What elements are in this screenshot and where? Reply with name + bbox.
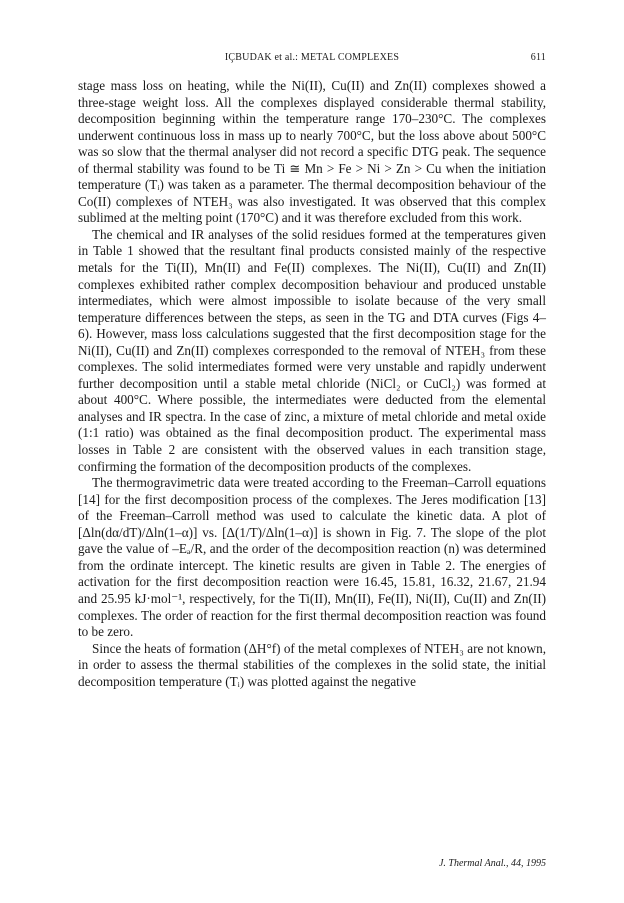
paragraph-continuation: stage mass loss on heating, while the Ni(II), Cu(II) and Zn(II) complexes showed a three-stage weight loss. All the complexes displayed considerable thermal stability, decomposition beginning within the temperature range 170–230°C. The complexes underwent continuous loss in mass up to nearly 700°C, but the loss above about 500°C was so slow that the thermal analyser did not record a specific DTG peak. The sequence of thermal stability was found to be Ti ≅ Mn > Fe > Ni > Zn > Cu when the initiation temperature (Tᵢ) was taken as a parameter. The thermal decomposition behaviour of the Co(II) complexes of NTEH₃ was also investigated. It was observed that this complex sublimed at the melting point (170°C) and it was therefore excluded from this work. xyxy=(78,78,546,226)
running-head xyxy=(78,52,546,66)
paragraph-kinetics: The thermogravimetric data were treated according to the Freeman–Carroll equations [14] for the first decomposition process of the complexes. The Jeres modification [13] of the Freeman–Carroll method was used to calculate the kinetic data. A plot of [Δln(dα/dT)/Δln(1–α)] vs. [Δ(1/T)/Δln(1–α)] is shown in Fig. 7. The slope of the plot gave the value of –Eₐ/R, and the order of the decomposition reaction (n) was determined from the ordinate intercept. The kinetic results are given in Table 2. The energies of activation for the first decomposition reaction were 16.45, 15.81, 16.32, 21.67, 21.94 and 25.95 kJ·mol⁻¹, respectively, for the Ti(II), Mn(II), Fe(II), Ni(II), Cu(II) and Zn(II) complexes. The order of reaction for the first thermal decomposition reaction was found to be zero. xyxy=(78,475,546,640)
body-text xyxy=(78,78,546,690)
paragraph-residue-analysis: The chemical and IR analyses of the solid residues formed at the temperatures given in Table 1 showed that the resultant final products consisted mainly of the respective metals for the Ti(II), Mn(II) and Fe(II) complexes. The Ni(II), Cu(II) and Zn(II) complexes exhibited rather complex decomposition behaviour and produced unstable intermediates, which were almost impossible to isolate because of the very small temperature differences between the steps, as seen in the TG and DTA curves (Figs 4–6). However, mass loss calculations suggested that the first decomposition stage for the Ni(II), Cu(II) and Zn(II) complexes corresponded to the removal of NTEH₃ from these complexes. The solid intermediates formed were very unstable and rapidly underwent further decomposition until a stable metal chloride (NiCl₂ or CuCl₂) was formed at about 400°C. Where possible, the intermediates were deducted from the elemental analyses and IR spectra. In the case of zinc, a mixture of metal chloride and metal oxide (1:1 ratio) was obtained as the final decomposition product. The experimental mass losses in Table 2 are consistent with the observed values in each transition stage, confirming the formation of the decomposition products of the complexes. xyxy=(78,226,546,474)
journal-footer: J. Thermal Anal., 44, 1995 xyxy=(438,858,546,869)
page-number: 611 xyxy=(530,52,546,63)
running-title: IÇBUDAK et al.: METAL COMPLEXES xyxy=(224,52,400,63)
paragraph-heats-of-formation: Since the heats of formation (ΔH°f) of the metal complexes of NTEH₃ are not known, in order to assess the thermal stabilities of the complexes in the solid state, the initial decomposition temperature (Tᵢ) was plotted against the negative xyxy=(78,640,546,689)
